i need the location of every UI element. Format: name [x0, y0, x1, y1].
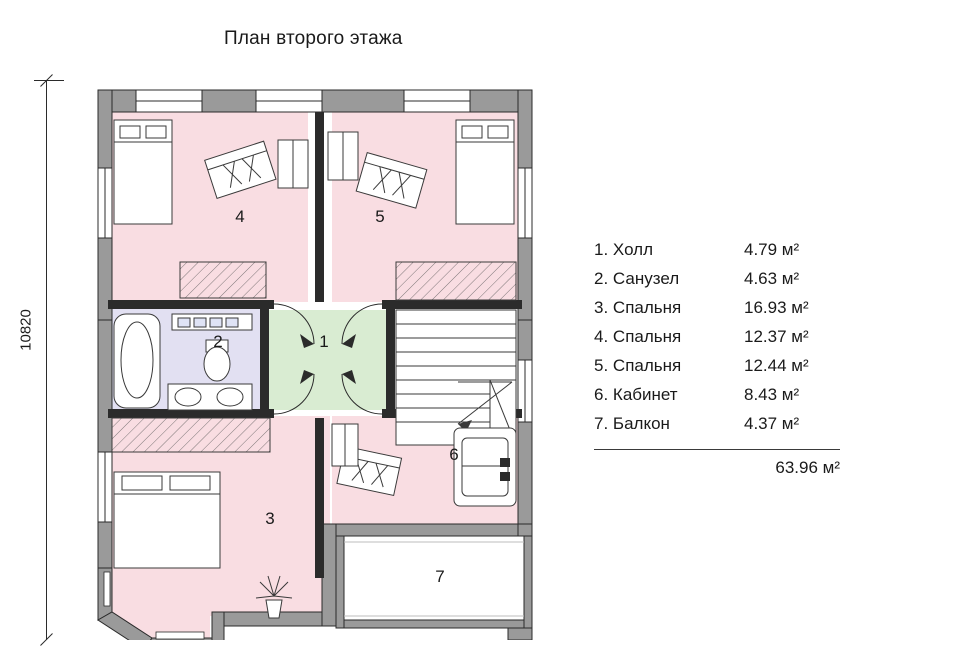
legend-area-1: 4.79 м²	[744, 240, 800, 259]
legend-area-6: 8.43 м²	[744, 385, 800, 404]
legend-label-5	[594, 356, 744, 376]
legend-area-5: 12.44 м²	[744, 356, 809, 375]
room-fill-hall	[265, 310, 390, 410]
legend-label-2	[594, 269, 744, 289]
page-title: План второго этажа	[224, 28, 403, 49]
legend-name-6: Кабинет	[612, 385, 678, 404]
legend-index-3: 3.	[594, 298, 609, 317]
dimension-line-vertical	[46, 80, 47, 640]
legend-label-7	[594, 414, 744, 434]
legend-name-7: Балкон	[612, 414, 670, 433]
room-number-1: 1	[319, 332, 329, 351]
hatch-top-right	[396, 262, 516, 300]
hatch-bottom-left-wardrobe	[112, 418, 270, 452]
legend-divider	[594, 449, 840, 450]
legend-index-5: 5.	[594, 356, 609, 375]
legend-index-4: 4.	[594, 327, 609, 346]
hatch-left-closet	[180, 262, 266, 298]
legend-label-3	[594, 298, 744, 318]
room-fill-balcony	[332, 534, 522, 626]
legend-label-1	[594, 240, 744, 260]
room-number-5: 5	[375, 207, 385, 226]
staircase	[396, 310, 516, 445]
legend-label-4	[594, 327, 744, 347]
room-number-2: 2	[213, 332, 223, 351]
legend-row-3	[594, 298, 854, 327]
legend-row-5	[594, 356, 854, 385]
room-legend	[594, 240, 854, 478]
legend-name-5: Спальня	[612, 356, 682, 375]
legend-row-7	[594, 414, 854, 443]
windows-top	[136, 90, 470, 112]
legend-label-6	[594, 385, 744, 405]
legend-row-4	[594, 327, 854, 356]
room-number-3: 3	[265, 509, 275, 528]
legend-area-2: 4.63 м²	[744, 269, 800, 288]
legend-index-7: 7.	[594, 414, 609, 433]
legend-area-3: 16.93 м²	[744, 298, 809, 317]
legend-row-2	[594, 269, 854, 298]
legend-area-4: 12.37 м²	[744, 327, 809, 346]
legend-area-7: 4.37 м²	[744, 414, 800, 433]
legend-total-area: 63.96 м²	[775, 458, 840, 477]
legend-name-4: Спальня	[612, 327, 682, 346]
room-number-4: 4	[235, 207, 245, 226]
room-number-7: 7	[435, 567, 445, 586]
dimension-left-label: 10820	[17, 309, 35, 351]
legend-name-2: Санузел	[612, 269, 680, 288]
legend-index-6: 6.	[594, 385, 609, 404]
legend-index-2: 2.	[594, 269, 609, 288]
legend-row-1	[594, 240, 854, 269]
legend-row-6	[594, 385, 854, 414]
floor-plan	[60, 72, 580, 640]
legend-index-1: 1.	[594, 240, 609, 259]
legend-name-3: Спальня	[612, 298, 682, 317]
legend-name-1: Холл	[612, 240, 653, 259]
room-number-6: 6	[449, 445, 459, 464]
